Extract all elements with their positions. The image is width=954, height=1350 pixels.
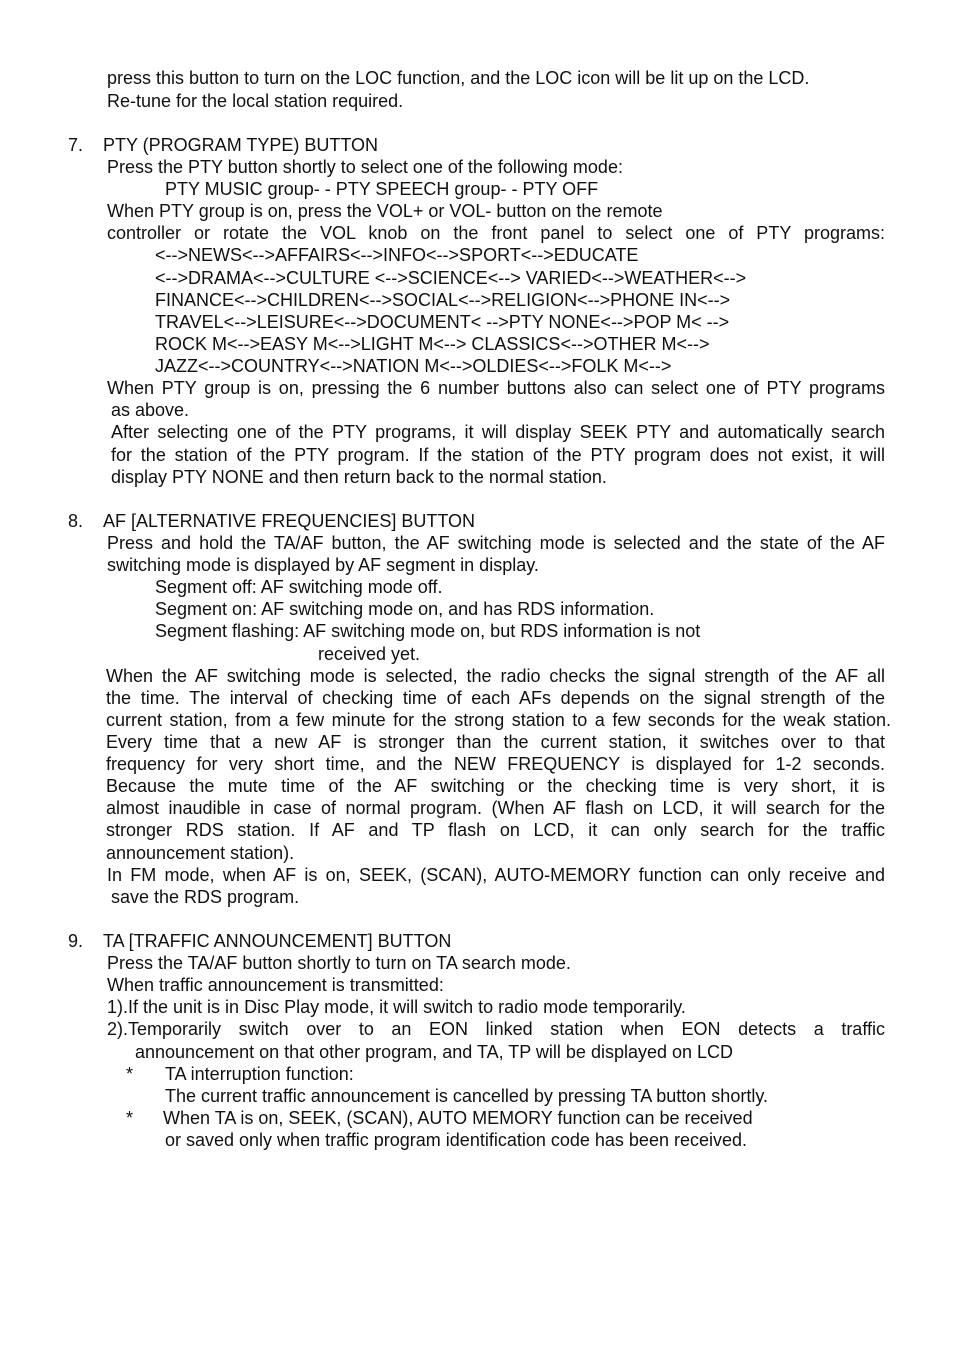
af-paragraph-line: stronger RDS station. If AF and TP flash on LCD, it can only search for the traffic bbox=[106, 820, 885, 840]
af-paragraph-line: frequency for very short time, and the NEW FREQUENCY is displayed for 1-2 seconds. bbox=[106, 754, 885, 774]
ta-list-item: 1).If the unit is in Disc Play mode, it will switch to radio mode temporarily. bbox=[107, 997, 686, 1017]
pty-list-line: TRAVEL<-->LEISURE<-->DOCUMENT< -->PTY NONE<-->POP M< --> bbox=[155, 312, 730, 332]
section-8-number: 8. bbox=[68, 511, 84, 531]
bullet-star: * bbox=[126, 1064, 134, 1084]
af-segment-line: received yet. bbox=[318, 644, 421, 664]
intro-line: Re-tune for the local station required. bbox=[107, 91, 404, 111]
ta-note: The current traffic announcement is cancelled by pressing TA button shortly. bbox=[165, 1086, 768, 1106]
section-7-heading: PTY (PROGRAM TYPE) BUTTON bbox=[103, 135, 379, 155]
af-paragraph-line: Because the mute time of the AF switching or the checking time is very short, it is bbox=[106, 776, 885, 796]
intro-line: press this button to turn on the LOC function, and the LOC icon will be lit up on the LCD. bbox=[107, 68, 810, 88]
af-segment-line: Segment on: AF switching mode on, and has RDS information. bbox=[155, 599, 655, 619]
af-paragraph-line: current station, from a few minute for the strong station to a few seconds for the weak station. bbox=[106, 710, 891, 730]
pty-modes: PTY MUSIC group- - PTY SPEECH group- - PTY OFF bbox=[165, 179, 599, 199]
pty-paragraph: display PTY NONE and then return back to the normal station. bbox=[111, 467, 607, 487]
af-paragraph: Press and hold the TA/AF button, the AF switching mode is selected and the state of the AF bbox=[107, 533, 885, 553]
af-paragraph-line: almost inaudible in case of normal program. (When AF flash on LCD, it will search for the bbox=[106, 798, 885, 818]
pty-paragraph: Press the PTY button shortly to select one of the following mode: bbox=[107, 157, 623, 177]
pty-paragraph: After selecting one of the PTY programs, it will display SEEK PTY and automatically search bbox=[111, 422, 885, 442]
pty-list-line: <-->NEWS<-->AFFAIRS<-->INFO<-->SPORT<-->EDUCATE bbox=[155, 245, 639, 265]
af-segment-line: Segment flashing: AF switching mode on, but RDS information is not bbox=[155, 621, 701, 641]
af-paragraph-line: Every time that a new AF is stronger than the current station, it switches over to that bbox=[106, 732, 885, 752]
af-paragraph: switching mode is displayed by AF segment in display. bbox=[107, 555, 539, 575]
pty-paragraph: controller or rotate the VOL knob on the front panel to select one of PTY programs: bbox=[107, 223, 885, 243]
pty-list-line: FINANCE<-->CHILDREN<-->SOCIAL<-->RELIGION<-->PHONE IN<--> bbox=[155, 290, 731, 310]
section-7-number: 7. bbox=[68, 135, 84, 155]
section-9-number: 9. bbox=[68, 931, 84, 951]
pty-paragraph: When PTY group is on, press the VOL+ or VOL- button on the remote bbox=[107, 201, 663, 221]
af-paragraph-line: announcement station). bbox=[106, 843, 295, 863]
section-9-heading: TA [TRAFFIC ANNOUNCEMENT] BUTTON bbox=[103, 931, 452, 951]
af-paragraph-line: the time. The interval of checking time of each AFs depends on the signal strength of the bbox=[106, 688, 885, 708]
ta-note: TA interruption function: bbox=[165, 1064, 354, 1084]
pty-paragraph: as above. bbox=[111, 400, 190, 420]
pty-list-line: JAZZ<-->COUNTRY<-->NATION M<-->OLDIES<-->FOLK M<--> bbox=[155, 356, 672, 376]
af-segment-line: Segment off: AF switching mode off. bbox=[155, 577, 443, 597]
pty-list-line: ROCK M<-->EASY M<-->LIGHT M<--> CLASSICS<-->OTHER M<--> bbox=[155, 334, 710, 354]
section-8-heading: AF [ALTERNATIVE FREQUENCIES] BUTTON bbox=[103, 511, 476, 531]
af-paragraph: save the RDS program. bbox=[111, 887, 300, 907]
af-paragraph-line: When the AF switching mode is selected, the radio checks the signal strength of the AF all bbox=[106, 666, 885, 686]
pty-paragraph: for the station of the PTY program. If the station of the PTY program does not exist, it will bbox=[111, 445, 885, 465]
ta-note: or saved only when traffic program identification code has been received. bbox=[165, 1130, 748, 1150]
pty-paragraph: When PTY group is on, pressing the 6 number buttons also can select one of PTY programs bbox=[107, 378, 885, 398]
ta-paragraph: When traffic announcement is transmitted: bbox=[107, 975, 444, 995]
ta-list-item: announcement on that other program, and TA, TP will be displayed on LCD bbox=[135, 1042, 734, 1062]
ta-paragraph: Press the TA/AF button shortly to turn on TA search mode. bbox=[107, 953, 571, 973]
pty-list-line: <-->DRAMA<-->CULTURE <-->SCIENCE<--> VARIED<-->WEATHER<--> bbox=[155, 268, 747, 288]
af-paragraph: In FM mode, when AF is on, SEEK, (SCAN), AUTO-MEMORY function can only receive and bbox=[107, 865, 885, 885]
ta-note: When TA is on, SEEK, (SCAN), AUTO MEMORY function can be received bbox=[163, 1108, 753, 1128]
ta-list-item: 2).Temporarily switch over to an EON linked station when EON detects a traffic bbox=[107, 1019, 885, 1039]
bullet-star: * bbox=[126, 1108, 134, 1128]
